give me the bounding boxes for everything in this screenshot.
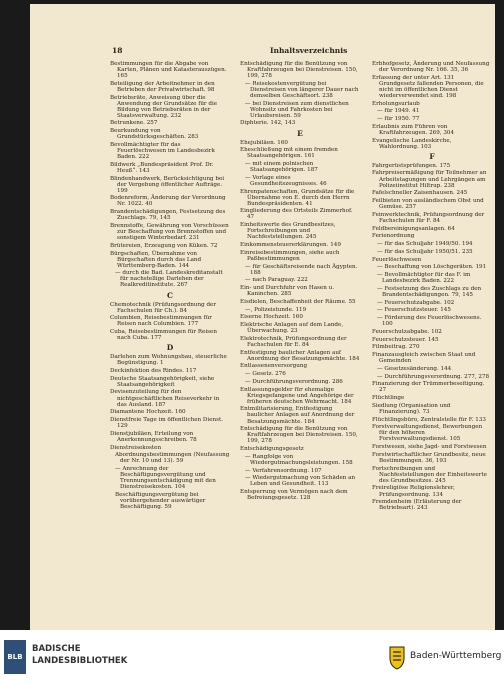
- index-entry: Feuerlöschwesen: [372, 256, 422, 263]
- index-entry: Ein- und Durchfuhr von Hasen u. Kaninchen. 285: [240, 285, 334, 298]
- library-name-line-1: BADISCHE: [32, 644, 81, 654]
- index-entry: Flüchtlingsbüro, Zentralstelle für F. 133: [372, 416, 486, 423]
- index-entry: — durch die Bad. Landeskreditanstalt für nachstellige Darlehen der Realkreditinstitute. 267: [115, 270, 223, 289]
- index-entry: Feinwerktechnik, Prüfungsordnung der Fachschulen für F. 84: [372, 211, 485, 224]
- index-entry: Forstwesen, siehe Jagd- und Forstwesen: [372, 444, 487, 451]
- index-columns: [110, 61, 490, 621]
- index-entry: Bestimmungen für die Abgabe von Karten, Plänen und Katasterauszügen. 165: [110, 61, 227, 80]
- index-entry: Feilbieten von ausländischem Obst und Gemüse. 257: [372, 198, 484, 211]
- index-entry: Brütereien, Erzeugung von Küken. 72: [110, 242, 218, 249]
- index-entry: Dienstjubiläen, Erteilung von Anerkennungsschreiben. 78: [110, 430, 197, 443]
- index-entry: Bildwerk „Bundespräsident Prof. Dr. Heuß“. 143: [110, 161, 214, 174]
- index-entry: Bevollmächtigter für das Feuerlöschwesen im Landesbezirk Baden. 222: [110, 142, 215, 161]
- index-entry: — Gesetzesänderung. 144: [377, 365, 452, 372]
- index-entry: Entfestigung baulicher Anlagen auf Anordnung der Besatzungsmächte. 184: [240, 349, 360, 362]
- index-entry: — Reisekostenvergütung bei Dienstreisen von längerer Dauer nach demselben Geschäftsort. 238: [245, 80, 359, 99]
- index-entry: Ehrenpatenschaften, Grundsätze für die Übernahme von E. durch den Herrn Bundespräsidenten. 41: [240, 188, 355, 207]
- index-entry: Blindenhandwerk, Berücksichtigung bei der Vergebung öffentlicher Aufträge. 199: [110, 175, 225, 194]
- index-entry: Entlassungsgelder für ehemalige Kriegsgefangene und Angehörige der früheren deutschen Wehrmacht. 184: [240, 386, 354, 405]
- index-entry: — Festsetzung des Zuschlags zu den Brandentschädigungen. 79, 145: [377, 285, 482, 298]
- index-entry: Einreisebestimmungen, siehe auch Paßbestimmungen: [240, 249, 340, 262]
- index-entry: Finanzierung der Trümmerbeseitigung. 27: [372, 381, 485, 394]
- index-entry: Cuba, Reisebestimmungen für Reisen nach Cuba. 177: [110, 329, 217, 342]
- index-entry: — Feuerschutzabgabe. 102: [377, 299, 455, 306]
- index-entry: Einkommensteuererklärungen. 149: [240, 242, 341, 249]
- viewer-footer: [0, 630, 504, 686]
- index-entry: Beschäftigungsvergütung bei vorübergehender auswärtiger Beschäftigung. 59: [115, 492, 206, 511]
- index-entry: Entschädigung für die Benützung von Kraftfahrzeugen bei Dienstreisen. 150, 199, 278: [240, 61, 358, 80]
- index-entry: —, Polizeistunde. 119: [245, 306, 307, 313]
- index-entry: Flüchtlinge: [372, 395, 405, 402]
- index-entry: Erfassung der unter Art. 131 Grundgesetz fallenden Personen, die nicht im öffentlichen Dienst wiederverwendet sind. 198: [372, 74, 484, 99]
- index-entry: Bürgschaften, Übernahme von Bürgschaften durch das Land Württemberg-Baden. 144: [110, 250, 202, 269]
- index-entry: Forstverwaltungsdienst, Bewerbungen für den höheren Forstverwaltungsdienst. 105: [372, 424, 483, 443]
- index-entry: — Rangfolge von Wiedergutmachungsleistungen. 158: [245, 453, 353, 466]
- index-column-1: [110, 61, 230, 512]
- index-entry: Fortschreibungen und Nachfeststellungen der Einheitswerte des Grundbesitzes. 245: [372, 465, 487, 484]
- index-column-3: [372, 61, 492, 513]
- index-entry: Devisenzuteilung für den nichtgeschäftlichen Reiseverkehr in das Ausland. 187: [110, 389, 220, 408]
- index-entry: Brandentschädigungen, Festsetzung des Zuschlags. 79, 145: [110, 209, 226, 222]
- index-entry: Elektrische Anlagen auf dem Lande, Überwachung. 23: [240, 322, 344, 335]
- index-entry: Filmbeitrag. 270: [372, 344, 420, 351]
- index-entry: Fahrpreisermäßigung für Teilnehmer an Arbeitstagungen und Lehrgängen am Polizeiinstitut Hiltrup. 238: [372, 170, 487, 189]
- library-name-line-2: LANDESBIBLIOTHEK: [32, 656, 128, 666]
- index-entry: Darlehen zum Wohnungsbau, steuerliche Begünstigung. 1: [110, 354, 227, 367]
- index-entry: — für 1950. 77: [377, 116, 420, 123]
- index-entry: — bei Dienstreisen zum dienstlichen Wohnsitz und Fahrkosten bei Urlaubsreisen. 59: [245, 100, 349, 119]
- index-entry: Finanzausgleich zwischen Staat und Gemeinden: [372, 352, 476, 365]
- index-entry: — Bevollmächtigter für das F. im Landesbezirk Baden. 222: [377, 272, 471, 285]
- state-coat-of-arms-icon: [388, 644, 406, 670]
- index-entry: Ferienordnung: [372, 233, 415, 240]
- index-entry: Feldbereinigungsanlagen. 64: [372, 225, 455, 232]
- index-entry: — für Geschäftsreisende nach Ägypten. 188: [245, 263, 358, 276]
- index-entry: Siedlung (Organisation und Finanzierung). 73: [372, 402, 451, 415]
- index-entry: — nach Paraguay. 222: [245, 277, 308, 284]
- index-entry: Fahrgerüstsprüfungen. 175: [372, 162, 451, 169]
- index-entry: Eiserne Hochzeit. 160: [240, 314, 303, 321]
- index-entry: Deutsche Staatsangehörigkeit, siehe Staatsangehörigkeit: [110, 375, 215, 388]
- index-entry: Diphterie. 142, 143: [240, 120, 296, 127]
- index-entry: Betriebsräte, Anweisung über die Anwendung der Grundsätze für die Bildung von Betriebsräten in der Staatsverwaltung. 232: [110, 94, 218, 119]
- index-entry: — Feuerschutzsteuer. 145: [377, 307, 451, 314]
- index-entry: — Wiedergutmachung von Schäden an Leben und Gesundheit. 113: [245, 475, 356, 488]
- index-entry: Eisdielen, Beschaffenheit der Räume. 55: [240, 298, 356, 305]
- index-entry: Dienstreisekosten: [110, 444, 162, 451]
- index-entry: Erbhofgesetz, Änderung und Neufassung der Verordnung Nr. 166. 35, 36: [372, 61, 490, 74]
- index-entry: Erholungsurlaub: [372, 100, 420, 107]
- index-entry: Entmilitarisierung, Entfestigung baulicher Anlagen auf Anordnung der Besatzungsmächte. 184: [240, 406, 355, 425]
- index-entry: Forstwirtschaftlicher Grundbesitz, neue Bestimmungen. 36, 193: [372, 451, 486, 464]
- index-entry: — Durchführungsverordnung. 277, 278: [377, 373, 490, 380]
- document-page: [30, 4, 495, 630]
- index-entry: Fafelschneller Zaisenhausen. 245: [372, 190, 468, 197]
- index-entry: Evangelische Landeskirche, Wahlordnung. 103: [372, 137, 452, 150]
- index-entry: Beurkundung von Grundstücksgeschäften. 283: [110, 128, 199, 141]
- index-entry: Feuerschutzabgabe. 102: [372, 328, 442, 335]
- index-column-2: [240, 61, 360, 503]
- section-letter: C: [167, 290, 173, 300]
- index-entry: — Beschaffung von Löschgeräten. 191: [377, 264, 487, 271]
- index-entry: — Durchführungsverordnung. 286: [245, 378, 343, 385]
- index-entry: Beteiligung der Arbeitnehmer in den Betrieben der Privatwirtschaft. 98: [110, 80, 215, 93]
- index-entry: — Verfahrensordnung. 107: [245, 467, 322, 474]
- section-letter: F: [429, 151, 435, 161]
- section-letter: E: [297, 128, 303, 138]
- index-entry: Fremdenheim (Erläuterung der Betriebsart). 243: [372, 499, 462, 512]
- index-entry: Betrunkene. 257: [110, 120, 158, 127]
- index-entry: Feuerschutzsteuer. 145: [372, 336, 439, 343]
- index-entry: — für 1949. 41: [377, 108, 420, 115]
- index-entry: — Gesetz. 276: [245, 371, 286, 378]
- index-entry: Dienstfreie Tage im öffentlichen Dienst. 129: [110, 417, 223, 430]
- index-entry: Entschädigung für die Benützung von Kraftfahrzeugen bei Dienstreisen. 150, 199, 278: [240, 426, 358, 445]
- index-entry: Brennstoffe, Gewährung von Vorschüssen zur Beschaffung von Brennstoffen und sonstigem Winterbedarf. 231: [110, 223, 229, 242]
- index-entry: Einheitswerte des Grundbesitzes, Fortschreibungen und Nachfeststellungen. 245: [240, 222, 336, 241]
- section-letter: D: [166, 343, 174, 353]
- index-entry: Abordnungsbestimmungen (Neufassung der Nr. 10 und 13). 59: [115, 452, 230, 465]
- library-name: [32, 643, 127, 667]
- page-title: Inhaltsverzeichnis: [270, 46, 348, 55]
- index-entry: Entsperrung von Vermögen nach dem Befreiungsgesetz. 128: [240, 489, 348, 502]
- index-entry: Bodenreform, Änderung der Verordnung Nr. 1022. 40: [110, 195, 226, 208]
- index-entry: Entschädigungsgesetz: [240, 446, 304, 453]
- index-entry: Erlaubnis zum Führen von Kraftfahrzeugen. 269, 304: [372, 123, 455, 136]
- index-entry: — für das Schuljahr 1950/51. 235: [377, 248, 473, 255]
- index-entry: — mit einem polnischen Staatsangehörigen. 187: [245, 161, 318, 174]
- blb-logo-icon: BLB: [4, 640, 26, 674]
- page-number: 18: [112, 46, 123, 55]
- index-entry: — für das Schuljahr 1949/50. 194: [377, 241, 473, 248]
- index-entry: — Vorlage eines Gesundheitszeugnisses. 46: [245, 174, 327, 187]
- index-entry: Eheschließung mit einem fremden Staatsangehörigen. 161: [240, 147, 338, 160]
- index-entry: — Anrechnung der Beschäftigungsvergütung und Trennungsentschädigung mit den Dienstreisekosten. 104: [115, 466, 216, 491]
- index-entry: Eingliederung des Ortsteils Zimmerhof. 47: [240, 208, 353, 221]
- index-entry: Entlassenenversorgung: [240, 363, 308, 370]
- index-entry: Diamantene Hochzeit. 160: [110, 409, 186, 416]
- index-entry: Deckinfektion des Rindes. 117: [110, 367, 197, 374]
- index-entry: — Förderung des Feuerlöschwesens. 100: [377, 315, 482, 328]
- index-entry: Freireligiöse Religionslehrer, Prüfungsordnung. 134: [372, 485, 455, 498]
- state-name: Baden-Württemberg: [410, 651, 502, 661]
- index-entry: Columbien, Reisebestimmungen für Reisen nach Columbien. 177: [110, 315, 212, 328]
- index-entry: Ehejubiläen. 160: [240, 139, 288, 146]
- index-entry: Elektrotechnik, Prüfungsordnung der Fachschulen für E. 84: [240, 335, 347, 348]
- index-entry: Chemotechnik (Prüfungsordnung der Fachschulen für Ch.). 84: [110, 301, 217, 314]
